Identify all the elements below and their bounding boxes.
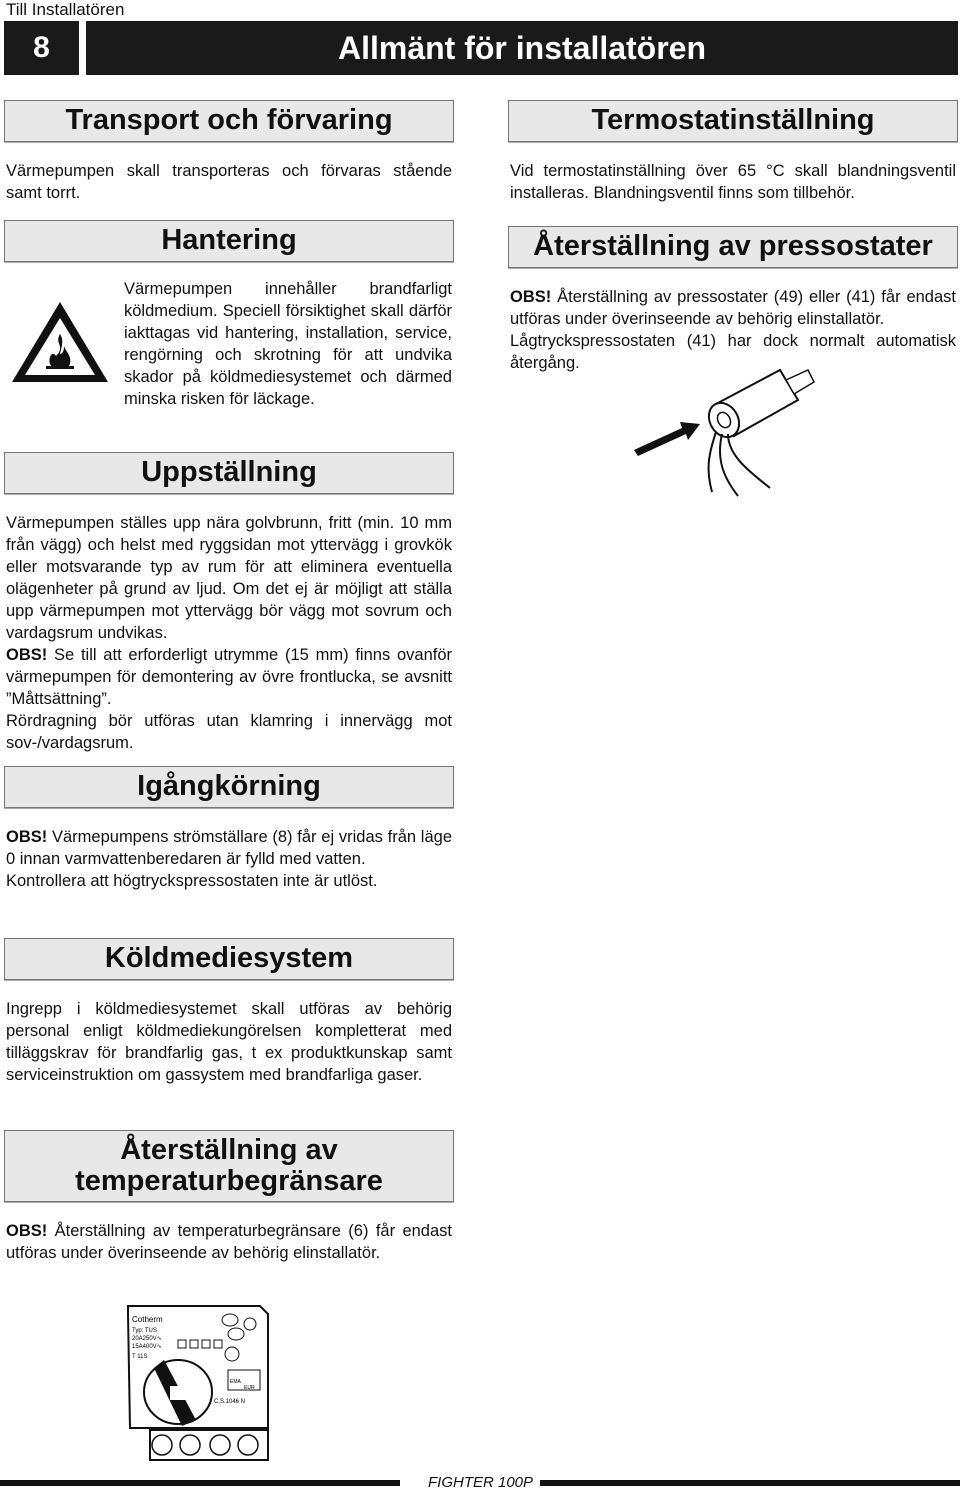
device-type: Typ: TUS: [132, 1328, 157, 1334]
uppstallning-text-3: Rördragning bör utföras utan klamring i innervägg mot sov-/vardagsrum.: [6, 712, 452, 752]
pressostat-text-2: Lågtryckspressostaten (41) har dock normalt automatisk återgång.: [510, 332, 956, 372]
obs-label: OBS!: [6, 646, 48, 664]
igangkorning-text: [6, 826, 452, 892]
heading-uppstallning: Uppställning: [4, 452, 454, 494]
obs-label: OBS!: [510, 288, 552, 306]
heading-temperaturbegransare: [4, 1130, 454, 1202]
footer-rule-right: [540, 1480, 960, 1486]
footer-rule-left: [0, 1480, 400, 1486]
footer-model: FIGHTER 100P: [428, 1474, 534, 1491]
igangkorning-text-1: Värmepumpens strömställare (8) får ej vridas från läge 0 innan varmvattenberedaren är fylld med vatten.: [6, 828, 452, 868]
page-number: 8: [4, 21, 79, 75]
heading-pressostater: Återställning av pressostater: [508, 226, 958, 268]
igangkorning-text-2: Kontrollera att högtryckspressostaten inte är utlöst.: [6, 872, 378, 890]
transport-text: Värmepumpen skall transporteras och förvaras stående samt torrt.: [6, 162, 452, 202]
heading-transport: Transport och förvaring: [4, 100, 454, 142]
heading-hantering: Hantering: [4, 220, 454, 262]
hantering-text: Värmepumpen innehåller brandfarligt köldmedium. Speciell försiktighet skall därför iakttagas vid hantering, installation, service, rengörning och skrotning för att undvika skador på köldmediesystemet och därmed minska risken för läckage.: [124, 280, 452, 408]
section-label: Till Installatören: [6, 0, 125, 19]
temperature-limiter-illustration: [120, 1300, 280, 1470]
koldmedie-text: Ingrepp i köldmediesystemet skall utföras av behörig personal enligt köldmediekungörelsen kompletterat med tilläggskrav för brandfarlig gas, t ex produktkunskap samt serviceinstruktion om gassystem med brandfarliga gaser.: [6, 1000, 452, 1084]
device-eur: EUR: [244, 1385, 255, 1391]
flammable-warning-icon: [8, 298, 112, 386]
obs-label: OBS!: [6, 828, 48, 846]
uppstallning-text-2: Se till att erforderligt utrymme (15 mm) finns ovanför värmepumpen för demontering av övre frontlucka, se avsnitt ”Måttsättning”.: [6, 646, 452, 708]
heading-line-1: Återställning av: [120, 1133, 338, 1166]
page-title: Allmänt för installatören: [86, 21, 958, 75]
device-rating-20a: 20A250V∿: [132, 1336, 162, 1342]
termostat-text: Vid termostatinställning över 65 °C skall blandningsventil installeras. Blandningsventil finns som tillbehör.: [510, 162, 956, 202]
pressostat-illustration: [630, 360, 830, 510]
heading-line-2: temperaturbegränsare: [75, 1165, 383, 1197]
uppstallning-text: [6, 512, 452, 754]
heading-igangkorning: Igångkörning: [4, 766, 454, 808]
pressostat-text-1: Återställning av pressostater (49) eller (41) får endast utföras under överinseende av behörig elinstallatör.: [510, 288, 956, 328]
heading-termostat: Termostatinställning: [508, 100, 958, 142]
device-certification: C.S.1046 N: [214, 1399, 246, 1405]
device-ema: EMA: [230, 1379, 241, 1385]
uppstallning-text-1: Värmepumpen ställes upp nära golvbrunn, fritt (min. 10 mm från vägg) och helst med ryggsidan mot yttervägg i grovkök eller motsvarande typ av rum för att eliminera eventuella olägenheter på grund av ljud. Om det ej är möjligt att ställa upp värmepumpen mot yttervägg bör vägg mot sovrum och vardagsrum undvikas.: [6, 514, 452, 642]
temp-text-body: Återställning av temperaturbegränsare (6) får endast utföras under överinseende av behörig elinstallatör.: [6, 1222, 452, 1262]
device-t: T 11S: [132, 1354, 148, 1360]
temp-text: [6, 1220, 452, 1264]
device-rating-15a: 15A400V∿: [132, 1344, 162, 1350]
device-brand: Cotherm: [132, 1315, 163, 1324]
obs-label: OBS!: [6, 1222, 48, 1240]
heading-koldmediesystem: Köldmediesystem: [4, 938, 454, 980]
